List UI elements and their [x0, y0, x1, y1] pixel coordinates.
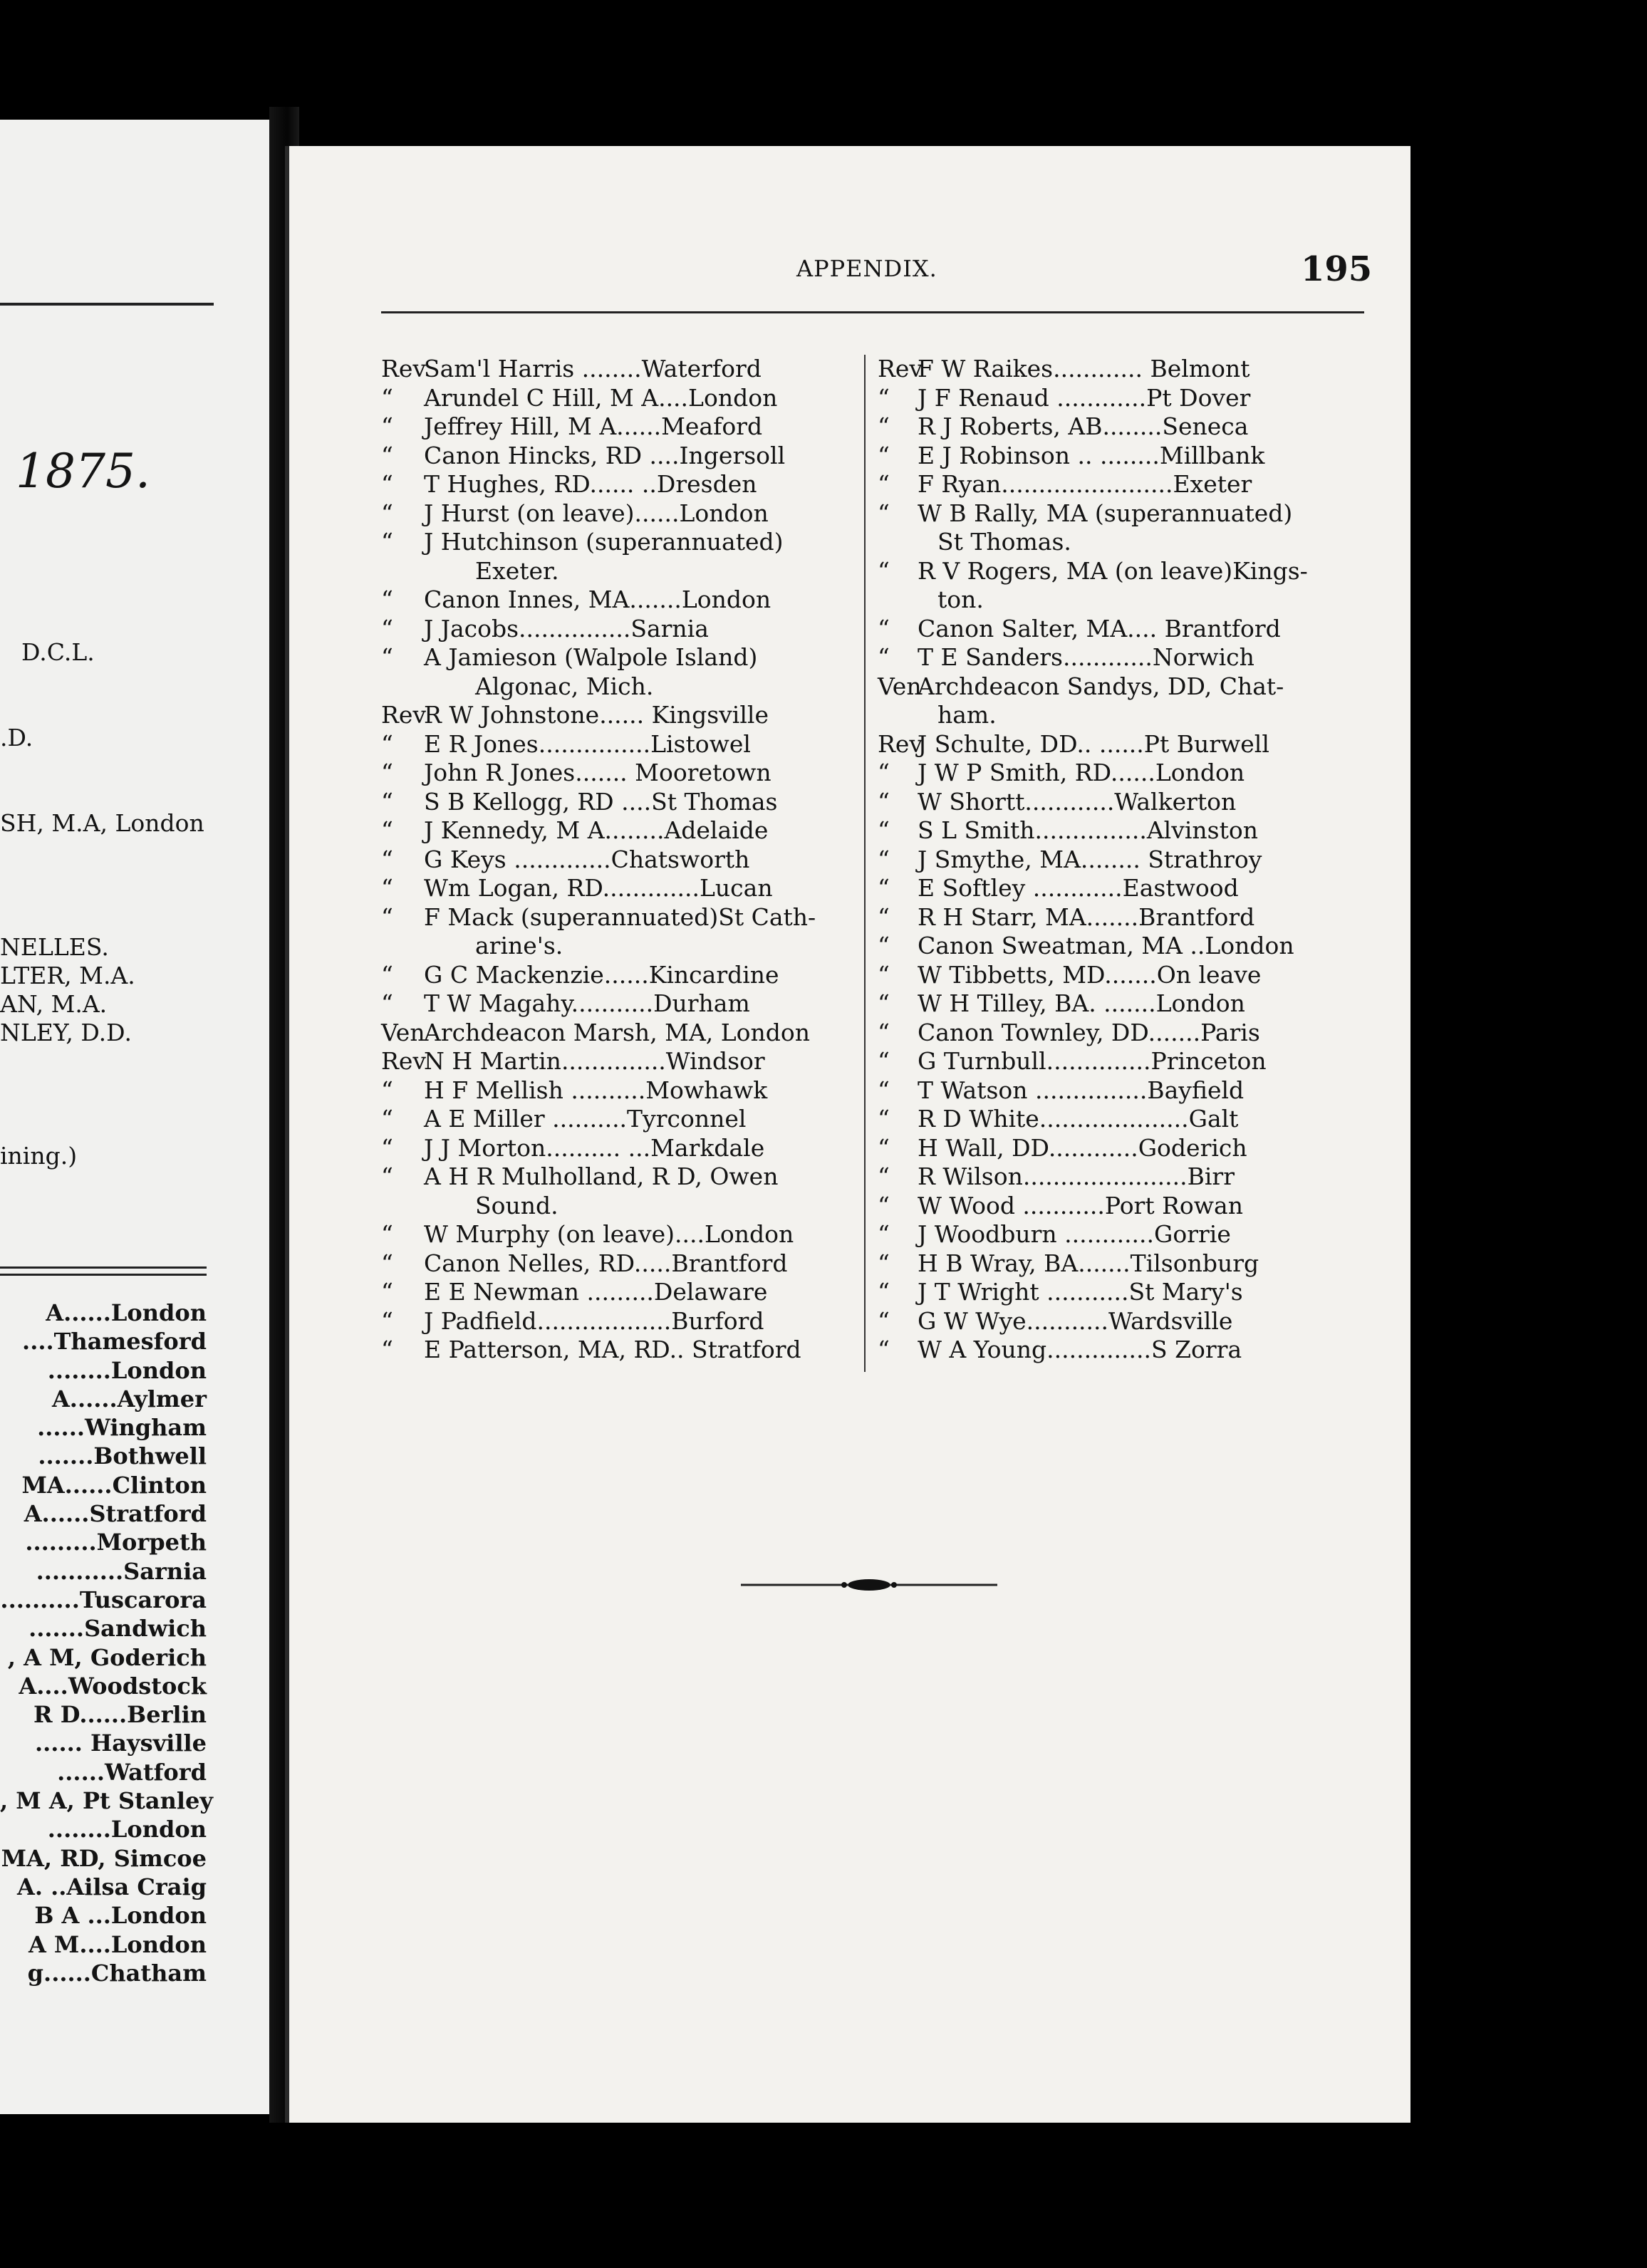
- entry-text: J W P Smith, RD......London: [918, 759, 1245, 786]
- left-page-double-rule: [0, 1266, 207, 1269]
- entry-text: N H Martin..............Windsor: [424, 1047, 765, 1075]
- entry-text: A Jamieson (Walpole Island): [424, 643, 758, 671]
- left-page-list-item: ..........Tuscarora: [0, 1586, 207, 1613]
- entry-text: H Wall, DD............Goderich: [918, 1133, 1247, 1162]
- entry-text: G C Mackenzie......Kincardine: [424, 960, 779, 989]
- clergy-entry: [878, 903, 1356, 932]
- clergy-entry: [381, 788, 855, 817]
- entry-text: R Wilson......................Birr: [918, 1162, 1235, 1190]
- entry-prefix: “: [381, 470, 393, 498]
- clergy-entry: [878, 499, 1356, 529]
- entry-text: Canon Hincks, RD ....Ingersoll: [424, 441, 786, 469]
- entry-text: W Wood ...........Port Rowan: [918, 1191, 1243, 1219]
- entry-text: Sam'l Harris ........Waterford: [424, 355, 762, 383]
- clergy-entry: [381, 1047, 855, 1076]
- clergy-entry: [381, 528, 855, 557]
- entry-prefix: Rev: [381, 1047, 427, 1075]
- entry-text: J Smythe, MA........ Strathroy: [918, 845, 1262, 873]
- clergy-entry: [381, 470, 855, 499]
- entry-prefix: “: [878, 643, 890, 671]
- entry-prefix: “: [381, 1105, 393, 1133]
- left-page-list-item: g......Chatham: [27, 1959, 207, 1987]
- clergy-entry: [381, 816, 855, 846]
- entry-prefix: “: [878, 1306, 890, 1335]
- entry-text: W Tibbetts, MD.......On leave: [918, 960, 1262, 989]
- entry-text: H B Wray, BA.......Tilsonburg: [918, 1249, 1259, 1277]
- clergy-entry: [381, 1162, 855, 1192]
- clergy-entry: [381, 874, 855, 903]
- entry-text: Sound.: [475, 1191, 558, 1219]
- clergy-entry: [381, 932, 855, 961]
- entry-text: J T Wright ...........St Mary's: [918, 1278, 1243, 1306]
- header-rule: [381, 311, 1364, 313]
- clergy-entry: [878, 932, 1356, 961]
- entry-prefix: “: [381, 1076, 393, 1104]
- entry-prefix: “: [878, 902, 890, 931]
- left-page-list-item: A......Aylmer: [51, 1385, 207, 1413]
- entry-text: W B Rally, MA (superannuated): [918, 499, 1293, 527]
- clergy-entry: [381, 643, 855, 672]
- clergy-entry: [878, 470, 1356, 499]
- entry-text: F Mack (superannuated)St Cath-: [424, 902, 816, 931]
- clergy-entry: [878, 1105, 1356, 1134]
- left-page-list-item: ......Watford: [57, 1758, 207, 1786]
- film-border: [0, 2123, 1647, 2268]
- entry-text: Exeter.: [475, 556, 559, 585]
- clergy-entry: [381, 1076, 855, 1106]
- clergy-entry: [878, 355, 1356, 384]
- entry-text: Canon Salter, MA.... Brantford: [918, 614, 1281, 643]
- entry-text: W Shortt............Walkerton: [918, 787, 1237, 816]
- entry-text: F Ryan.......................Exeter: [918, 470, 1252, 498]
- clergy-entry: [878, 989, 1356, 1019]
- clergy-list-right-column: [878, 355, 1356, 1365]
- entry-text: A E Miller ..........Tyrconnel: [424, 1105, 747, 1133]
- left-page-list-item: , M A, Pt Stanley: [0, 1787, 213, 1815]
- left-page-list-item: .........Morpeth: [25, 1529, 207, 1556]
- entry-prefix: Rev: [878, 355, 923, 383]
- entry-text: T E Sanders............Norwich: [918, 643, 1254, 671]
- clergy-entry: [878, 528, 1356, 557]
- entry-prefix: “: [381, 1278, 393, 1306]
- entry-text: F W Raikes............ Belmont: [918, 355, 1250, 383]
- clergy-entry: [878, 1192, 1356, 1221]
- clergy-entry: [381, 1220, 855, 1249]
- entry-prefix: “: [878, 1105, 890, 1133]
- entry-text: J Padfield..................Burford: [424, 1306, 764, 1335]
- clergy-entry: [878, 1047, 1356, 1076]
- clergy-entry: [878, 1249, 1356, 1279]
- entry-prefix: “: [878, 1278, 890, 1306]
- column-divider: [864, 355, 866, 1372]
- clergy-entry: [878, 586, 1356, 615]
- left-page-list-item: MA......Clinton: [21, 1471, 207, 1499]
- clergy-entry: [381, 989, 855, 1019]
- entry-prefix: “: [878, 499, 890, 527]
- entry-prefix: “: [381, 902, 393, 931]
- entry-prefix: “: [878, 845, 890, 873]
- clergy-entry: [878, 412, 1356, 442]
- entry-text: E J Robinson .. ........Millbank: [918, 441, 1265, 469]
- left-page-fragment-text: NELLES.: [0, 933, 109, 961]
- entry-text: Archdeacon Marsh, MA, London: [424, 1018, 811, 1046]
- entry-prefix: “: [381, 1306, 393, 1335]
- entry-prefix: “: [381, 729, 393, 758]
- left-page-fragment: [0, 120, 269, 2114]
- clergy-entry: [381, 672, 855, 702]
- entry-prefix: Ven: [381, 1018, 425, 1046]
- entry-text: S L Smith...............Alvinston: [918, 816, 1258, 844]
- clergy-entry: [381, 1134, 855, 1163]
- clergy-entry: [878, 1134, 1356, 1163]
- entry-prefix: Rev: [878, 729, 923, 758]
- left-page-list-item: , A M, Goderich: [7, 1643, 207, 1671]
- entry-text: Algonac, Mich.: [475, 672, 654, 700]
- left-page-fragment-text: NLEY, D.D.: [0, 1019, 132, 1046]
- entry-prefix: “: [878, 1018, 890, 1046]
- entry-prefix: “: [878, 383, 890, 412]
- entry-prefix: “: [381, 960, 393, 989]
- clergy-entry: [381, 1105, 855, 1134]
- entry-prefix: “: [381, 1133, 393, 1162]
- clergy-entry: [381, 846, 855, 875]
- entry-text: E E Newman .........Delaware: [424, 1278, 768, 1306]
- entry-prefix: “: [381, 787, 393, 816]
- entry-text: W H Tilley, BA. .......London: [918, 989, 1245, 1017]
- entry-text: T W Magahy...........Durham: [424, 989, 750, 1017]
- left-page-list-item: A......Stratford: [24, 1500, 207, 1528]
- entry-prefix: Rev: [381, 701, 427, 729]
- left-page-list-item: ........London: [47, 1816, 207, 1843]
- entry-text: arine's.: [475, 932, 563, 959]
- entry-prefix: “: [878, 1249, 890, 1277]
- entry-prefix: “: [878, 816, 890, 844]
- entry-prefix: “: [381, 1336, 393, 1363]
- left-page-fragment-text: AN, M.A.: [0, 990, 108, 1018]
- left-page-list-item: .......Bothwell: [38, 1442, 207, 1470]
- clergy-entry: [381, 412, 855, 442]
- entry-text: G Turnbull..............Princeton: [918, 1047, 1267, 1075]
- clergy-entry: [878, 615, 1356, 644]
- clergy-entry: [381, 355, 855, 384]
- entry-text: J Jacobs...............Sarnia: [424, 614, 709, 643]
- entry-text: R W Johnstone...... Kingsville: [424, 701, 769, 729]
- page-number: 195: [1301, 249, 1373, 289]
- clergy-entry: [381, 499, 855, 529]
- left-page-list-item: A....Woodstock: [19, 1672, 207, 1700]
- entry-prefix: “: [381, 528, 393, 556]
- entry-prefix: “: [381, 383, 393, 412]
- left-page-fragment-text: LTER, M.A.: [0, 962, 135, 989]
- entry-prefix: “: [381, 441, 393, 469]
- entry-prefix: “: [381, 1249, 393, 1277]
- entry-prefix: “: [878, 960, 890, 989]
- entry-text: Archdeacon Sandys, DD, Chat-: [918, 672, 1284, 700]
- entry-prefix: “: [878, 441, 890, 469]
- entry-prefix: “: [878, 787, 890, 816]
- clergy-entry: [381, 1336, 855, 1365]
- left-page-fragment-text: ining.): [0, 1142, 78, 1170]
- entry-prefix: “: [878, 874, 890, 902]
- entry-prefix: “: [381, 499, 393, 527]
- entry-text: Arundel C Hill, M A....London: [424, 383, 778, 412]
- clergy-entry: [381, 1192, 855, 1221]
- clergy-entry: [878, 672, 1356, 702]
- entry-text: R J Roberts, AB........Seneca: [918, 412, 1249, 440]
- entry-text: G W Wye...........Wardsville: [918, 1306, 1233, 1335]
- clergy-entry: [878, 643, 1356, 672]
- entry-text: John R Jones....... Mooretown: [424, 759, 771, 786]
- clergy-entry: [381, 759, 855, 788]
- left-page-fragment-text: SH, M.A, London: [0, 809, 204, 837]
- left-page-list-item: ........London: [47, 1356, 207, 1384]
- entry-prefix: “: [878, 1162, 890, 1190]
- entry-text: R H Starr, MA.......Brantford: [918, 902, 1255, 931]
- left-page-list-item: ...... Haysville: [35, 1729, 207, 1757]
- entry-prefix: “: [878, 614, 890, 643]
- entry-prefix: “: [381, 586, 393, 613]
- entry-text: Canon Nelles, RD.....Brantford: [424, 1249, 788, 1277]
- entry-prefix: “: [381, 643, 393, 671]
- clergy-entry: [381, 1249, 855, 1279]
- left-page-list-item: .......Sandwich: [28, 1615, 207, 1643]
- clergy-entry: [381, 557, 855, 586]
- entry-text: ham.: [937, 701, 997, 729]
- entry-text: E Softley ............Eastwood: [918, 874, 1239, 902]
- clergy-entry: [381, 701, 855, 730]
- left-page-list: [0, 1299, 213, 1987]
- entry-text: J Kennedy, M A........Adelaide: [424, 816, 769, 844]
- entry-prefix: “: [878, 932, 890, 959]
- entry-prefix: “: [878, 1133, 890, 1162]
- clergy-entry: [878, 846, 1356, 875]
- entry-prefix: “: [381, 1220, 393, 1248]
- entry-text: T Hughes, RD...... ..Dresden: [424, 470, 757, 498]
- clergy-entry: [381, 1307, 855, 1336]
- clergy-entry: [878, 759, 1356, 788]
- entry-text: A H R Mulholland, R D, Owen: [424, 1162, 779, 1190]
- entry-text: J Woodburn ............Gorrie: [918, 1220, 1231, 1248]
- entry-prefix: “: [878, 1336, 890, 1363]
- left-page-list-item: B A ...London: [34, 1902, 207, 1930]
- clergy-entry: [878, 961, 1356, 990]
- entry-prefix: “: [381, 816, 393, 844]
- left-page-list-item: MA, RD, Simcoe: [1, 1844, 207, 1872]
- entry-text: E Patterson, MA, RD.. Stratford: [424, 1336, 801, 1363]
- entry-text: Canon Sweatman, MA ..London: [918, 932, 1294, 959]
- left-page-list-item: R D......Berlin: [33, 1701, 207, 1729]
- left-page-list-item: ....Thamesford: [22, 1328, 207, 1356]
- entry-text: E R Jones...............Listowel: [424, 729, 751, 758]
- left-page-list-item: ...........Sarnia: [36, 1557, 207, 1585]
- clergy-entry: [878, 1162, 1356, 1192]
- left-page-top-rule: [0, 303, 214, 306]
- left-page-fragment-text: .D.: [0, 724, 33, 751]
- clergy-entry: [878, 1076, 1356, 1106]
- clergy-entry: [878, 701, 1356, 730]
- left-page-list-item: A......London: [46, 1299, 207, 1326]
- clergy-entry: [878, 874, 1356, 903]
- entry-text: J F Renaud ............Pt Dover: [918, 383, 1251, 412]
- entry-prefix: “: [878, 556, 890, 585]
- entry-prefix: Ven: [878, 672, 922, 700]
- entry-text: ton.: [937, 586, 984, 613]
- entry-prefix: Rev: [381, 355, 427, 383]
- clergy-entry: [878, 1278, 1356, 1307]
- entry-prefix: “: [878, 470, 890, 498]
- clergy-entry: [381, 615, 855, 644]
- clergy-entry: [878, 1220, 1356, 1249]
- left-page-list-item: A. ..Ailsa Craig: [16, 1873, 207, 1900]
- entry-text: H F Mellish ..........Mowhawk: [424, 1076, 768, 1104]
- entry-text: St Thomas.: [937, 528, 1071, 556]
- clergy-entry: [878, 1336, 1356, 1365]
- left-page-list-item: A M....London: [28, 1930, 207, 1958]
- entry-prefix: “: [878, 759, 890, 786]
- clergy-entry: [878, 730, 1356, 759]
- ornament-divider: [741, 1571, 997, 1599]
- clergy-entry: [381, 586, 855, 615]
- entry-text: J Schulte, DD.. ......Pt Burwell: [918, 729, 1269, 758]
- entry-text: T Watson ...............Bayfield: [918, 1076, 1245, 1104]
- entry-prefix: “: [878, 1047, 890, 1075]
- left-page-fragment-text: D.C.L.: [21, 638, 95, 666]
- clergy-entry: [381, 1019, 855, 1048]
- running-header: APPENDIX.: [796, 255, 937, 282]
- entry-text: Jeffrey Hill, M A......Meaford: [424, 412, 763, 440]
- entry-text: W Murphy (on leave)....London: [424, 1220, 794, 1248]
- clergy-entry: [878, 1307, 1356, 1336]
- entry-text: J J Morton.......... ...Markdale: [424, 1133, 765, 1162]
- entry-prefix: “: [381, 1162, 393, 1190]
- entry-text: R V Rogers, MA (on leave)Kings-: [918, 556, 1308, 585]
- entry-prefix: “: [878, 1191, 890, 1219]
- entry-text: G Keys .............Chatsworth: [424, 845, 750, 873]
- entry-text: R D White....................Galt: [918, 1105, 1239, 1133]
- entry-prefix: “: [381, 412, 393, 440]
- clergy-entry: [381, 384, 855, 413]
- entry-text: Canon Innes, MA.......London: [424, 586, 771, 613]
- clergy-entry: [381, 1278, 855, 1307]
- entry-prefix: “: [381, 759, 393, 786]
- entry-text: Canon Townley, DD.......Paris: [918, 1018, 1260, 1046]
- clergy-entry: [381, 961, 855, 990]
- entry-prefix: “: [381, 874, 393, 902]
- clergy-entry: [878, 442, 1356, 471]
- clergy-list-left-column: [381, 355, 855, 1365]
- entry-text: S B Kellogg, RD ....St Thomas: [424, 787, 778, 816]
- clergy-entry: [381, 442, 855, 471]
- clergy-entry: [878, 816, 1356, 846]
- entry-prefix: “: [381, 845, 393, 873]
- entry-prefix: “: [878, 412, 890, 440]
- clergy-entry: [878, 788, 1356, 817]
- clergy-entry: [381, 730, 855, 759]
- entry-prefix: “: [381, 614, 393, 643]
- entry-text: J Hurst (on leave)......London: [424, 499, 769, 527]
- clergy-entry: [878, 557, 1356, 586]
- entry-text: Wm Logan, RD.............Lucan: [424, 874, 773, 902]
- entry-prefix: “: [381, 989, 393, 1017]
- left-page-year-mark: 1875.: [16, 444, 150, 499]
- entry-text: W A Young..............S Zorra: [918, 1336, 1242, 1363]
- entry-prefix: “: [878, 1076, 890, 1104]
- clergy-entry: [878, 384, 1356, 413]
- clergy-entry: [878, 1019, 1356, 1048]
- left-page-double-rule: [0, 1274, 207, 1276]
- entry-prefix: “: [878, 989, 890, 1017]
- left-page-list-item: ......Wingham: [37, 1414, 207, 1442]
- entry-text: J Hutchinson (superannuated): [424, 528, 784, 556]
- entry-prefix: “: [878, 1220, 890, 1248]
- clergy-entry: [381, 903, 855, 932]
